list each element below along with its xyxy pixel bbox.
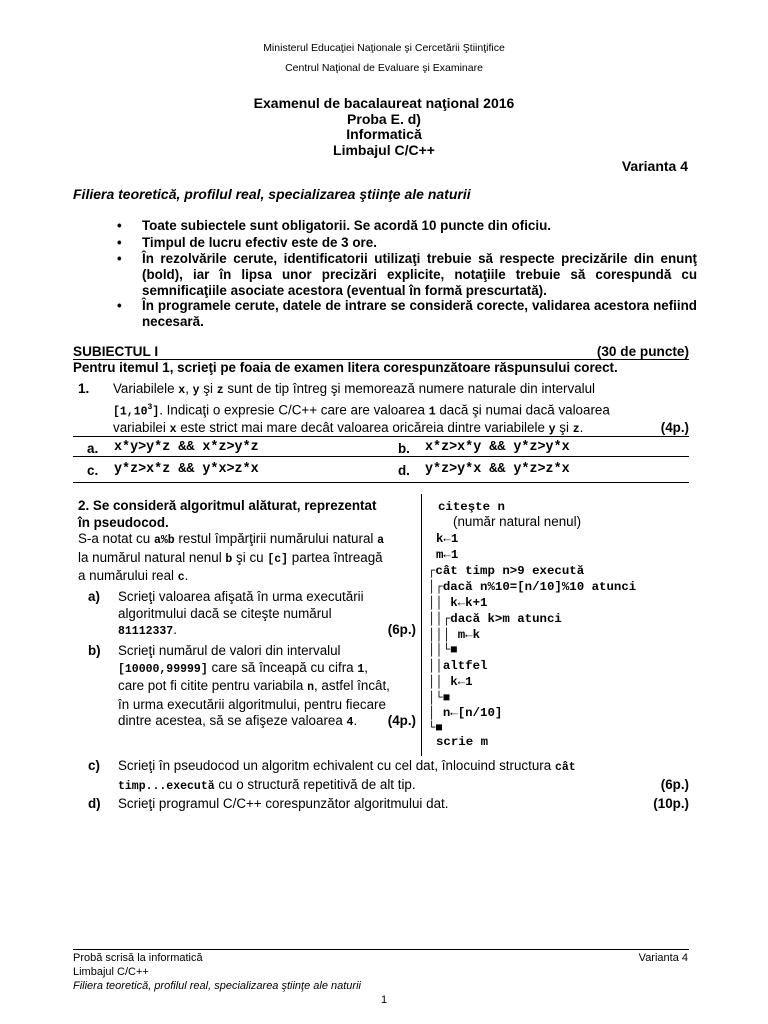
exam-language: Limbajul C/C++ xyxy=(333,142,435,158)
option-d: d. y*z>y*x && y*z>z*x xyxy=(398,462,570,478)
pseudo-line: k←1 xyxy=(436,532,459,546)
option-a: a. x*y>y*z && x*z>y*z xyxy=(87,440,259,456)
footer-left-2: Limbajul C/C++ xyxy=(73,966,149,978)
q2c-points: (6p.) xyxy=(660,776,689,792)
pseudo-line: scrie m xyxy=(436,735,489,749)
q1-number: 1. xyxy=(78,381,90,396)
pseudo-line: ││└■ xyxy=(428,643,458,657)
bullet-icon: • xyxy=(117,298,122,313)
pseudo-line: │└■ xyxy=(428,691,451,705)
column-divider xyxy=(421,494,422,756)
pseudo-line: m←1 xyxy=(436,548,459,562)
pseudo-line: │┌dacă n%10=[n/10]%10 atunci xyxy=(428,580,637,594)
pseudo-line: ││altfel xyxy=(428,659,488,673)
q2a-text: Scrieţi valoarea afişată în urma executării algoritmului dacă se citeşte numărul 81112337. (6p.) xyxy=(118,589,416,638)
option-b: b. x*z>x*y && y*z>y*x xyxy=(398,440,570,456)
answers-bottom-rule xyxy=(73,482,689,483)
q1-points: (4p.) xyxy=(660,420,689,436)
footer-left-1: Probă scrisă la informatică xyxy=(73,952,203,964)
pseudo-line: ││ k←k+1 xyxy=(428,596,488,610)
bullet-icon: • xyxy=(117,251,122,266)
footer-rule xyxy=(73,949,689,950)
exam-title: Examenul de bacalaureat naţional 2016 xyxy=(253,95,515,111)
q2a-points: (6p.) xyxy=(387,622,416,637)
track-line: Filiera teoretică, profilul real, specializarea ştiinţe ale naturii xyxy=(73,186,471,202)
pseudo-line: │ n←[n/10] xyxy=(428,706,503,720)
footer-left-3: Filiera teoretică, profilul real, specializarea ştiinţe ale naturii xyxy=(73,980,361,992)
answers-top-rule xyxy=(73,436,689,437)
pseudo-line: ┌cât timp n>9 execută xyxy=(428,564,585,578)
subject-intro: Pentru itemul 1, scrieţi pe foaia de examen litera corespunzătoare răspunsului corect. xyxy=(73,360,618,375)
option-c: c. y*z>x*z && y*x>z*x xyxy=(87,462,259,478)
q2a-letter: a) xyxy=(88,589,100,604)
q1-text: Variabilele x, y şi z sunt de tip întreg şi memorează numere naturale din intervalul [1,10$^3$]. Indicaţi o expresie C/C++ care are valoarea 1 dacă şi numai dacă valoarea variabilei x este strict mai mare decât valoarea oricăreia dintre variabilele y şi z. (4p.) xyxy=(113,381,689,437)
q2b-text: Scrieţi numărul de valori din intervalul [10000,99999] care să înceapă cu cifra 1, care pot fi citite pentru variabila n, astfel încât, în urma executării algoritmului, pentru fiecare dintre acestea, să se afişeze valoarea 4. (4p.) xyxy=(118,643,416,729)
pseudo-line: └■ xyxy=(428,721,443,735)
page-number: 1 xyxy=(380,994,388,1006)
subject-points: (30 de puncte) xyxy=(596,344,689,359)
subject-title: SUBIECTUL I xyxy=(73,344,159,359)
exam-subject: Informatică xyxy=(346,126,422,142)
bullet-icon: • xyxy=(117,235,122,250)
q2d-letter: d) xyxy=(88,796,101,811)
q2c-text: Scrieţi în pseudocod un algoritm echivalent cu cel dat, înlocuind structura cât timp...execută cu o structură repetitivă de alt tip. (6p.) xyxy=(118,758,689,793)
q2d-text: Scrieţi programul C/C++ corespunzător algoritmului dat. (10p.) xyxy=(118,796,689,811)
pseudo-line: (număr natural nenul) xyxy=(453,514,582,529)
q2d-points: (10p.) xyxy=(653,796,689,811)
exam-proba: Proba E. d) xyxy=(347,111,421,127)
exam-variant: Varianta 4 xyxy=(621,158,688,174)
footer-variant: Varianta 4 xyxy=(638,952,688,964)
pseudo-line: ││ k←1 xyxy=(428,675,473,689)
answers-mid-rule xyxy=(73,456,689,457)
center-header: Centrul Naţional de Evaluare şi Examinare xyxy=(285,62,483,74)
pseudo-line: │││ m←k xyxy=(428,628,481,642)
q2b-points: (4p.) xyxy=(387,713,416,728)
bullet-icon: • xyxy=(117,218,122,233)
q2c-letter: c) xyxy=(88,758,100,773)
q2b-letter: b) xyxy=(88,643,101,658)
pseudo-line: ││┌dacă k>m atunci xyxy=(428,612,562,626)
pseudo-line: citeşte n xyxy=(438,500,505,514)
ministry-header: Ministerul Educaţiei Naţionale şi Cercetării Ştiinţifice xyxy=(263,42,505,54)
q2-text: 2. Se consideră algoritmul alăturat, reprezentat în pseudocod. S-a notat cu a%b restul împărţirii numărului natural a la numărul natural nenul b şi cu [c] partea întreagă a numărului real c. xyxy=(78,498,385,584)
